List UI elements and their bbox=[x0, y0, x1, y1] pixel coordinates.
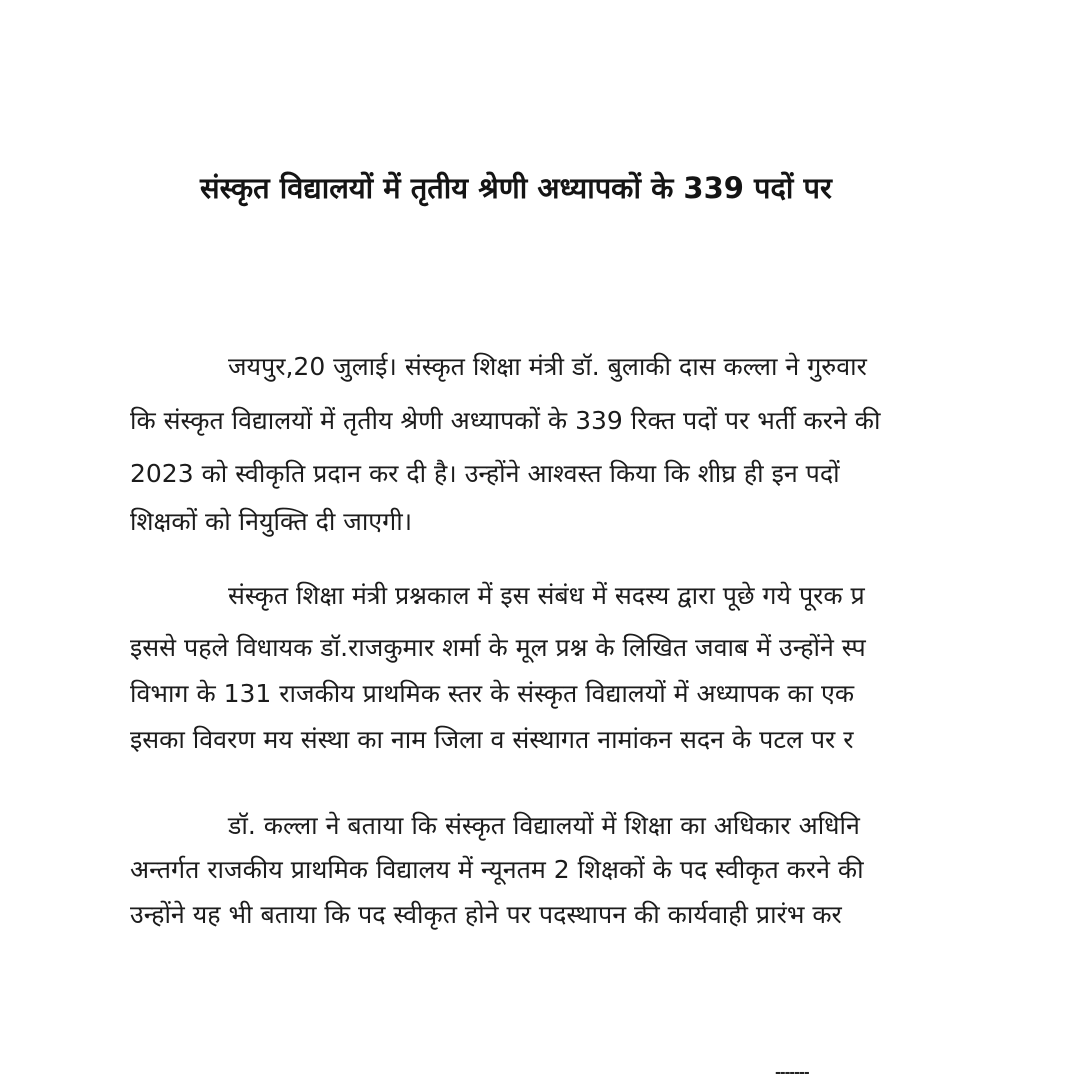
paragraph-2-line-3: विभाग के 131 राजकीय प्राथमिक स्तर के संस्कृत विद्यालयों में अध्यापक का एक bbox=[130, 679, 855, 708]
paragraph-2-line-4: इसका विवरण मय संस्था का नाम जिला व संस्थागत नामांकन सदन के पटल पर र bbox=[130, 725, 854, 754]
paragraph-1-line-3: 2023 को स्वीकृति प्रदान कर दी है। उन्होंने आश्वस्त किया कि शीघ्र ही इन पदों bbox=[130, 459, 840, 488]
paragraph-2-line-1: संस्कृत शिक्षा मंत्री प्रश्नकाल में इस संबंध में सदस्य द्वारा पूछे गये पूरक प्र bbox=[228, 581, 865, 610]
paragraph-1-line-4: शिक्षकों को नियुक्ति दी जाएगी। bbox=[130, 507, 413, 536]
paragraph-3-line-2: अन्तर्गत राजकीय प्राथमिक विद्यालय में न्यूनतम 2 शिक्षकों के पद स्वीकृत करने की bbox=[130, 855, 864, 884]
paragraph-2-line-2: इससे पहले विधायक डॉ.राजकुमार शर्मा के मूल प्रश्न के लिखित जवाब में उन्होंने स्प bbox=[130, 633, 866, 662]
end-of-document-mark: ------- bbox=[775, 1065, 809, 1081]
paragraph-3-line-1: डॉ. कल्ला ने बताया कि संस्कृत विद्यालयों में शिक्षा का अधिकार अधिनि bbox=[228, 811, 860, 840]
paragraph-1-line-1: जयपुर,20 जुलाई। संस्कृत शिक्षा मंत्री डॉ. बुलाकी दास कल्ला ने गुरुवार bbox=[228, 352, 867, 381]
headline: संस्कृत विद्यालयों में तृतीय श्रेणी अध्यापकों के 339 पदों पर bbox=[200, 171, 832, 205]
paragraph-1-line-2: कि संस्कृत विद्यालयों में तृतीय श्रेणी अध्यापकों के 339 रिक्त पदों पर भर्ती करने की bbox=[130, 406, 881, 435]
paragraph-3-line-3: उन्होंने यह भी बताया कि पद स्वीकृत होने पर पदस्थापन की कार्यवाही प्रारंभ कर bbox=[130, 900, 842, 929]
